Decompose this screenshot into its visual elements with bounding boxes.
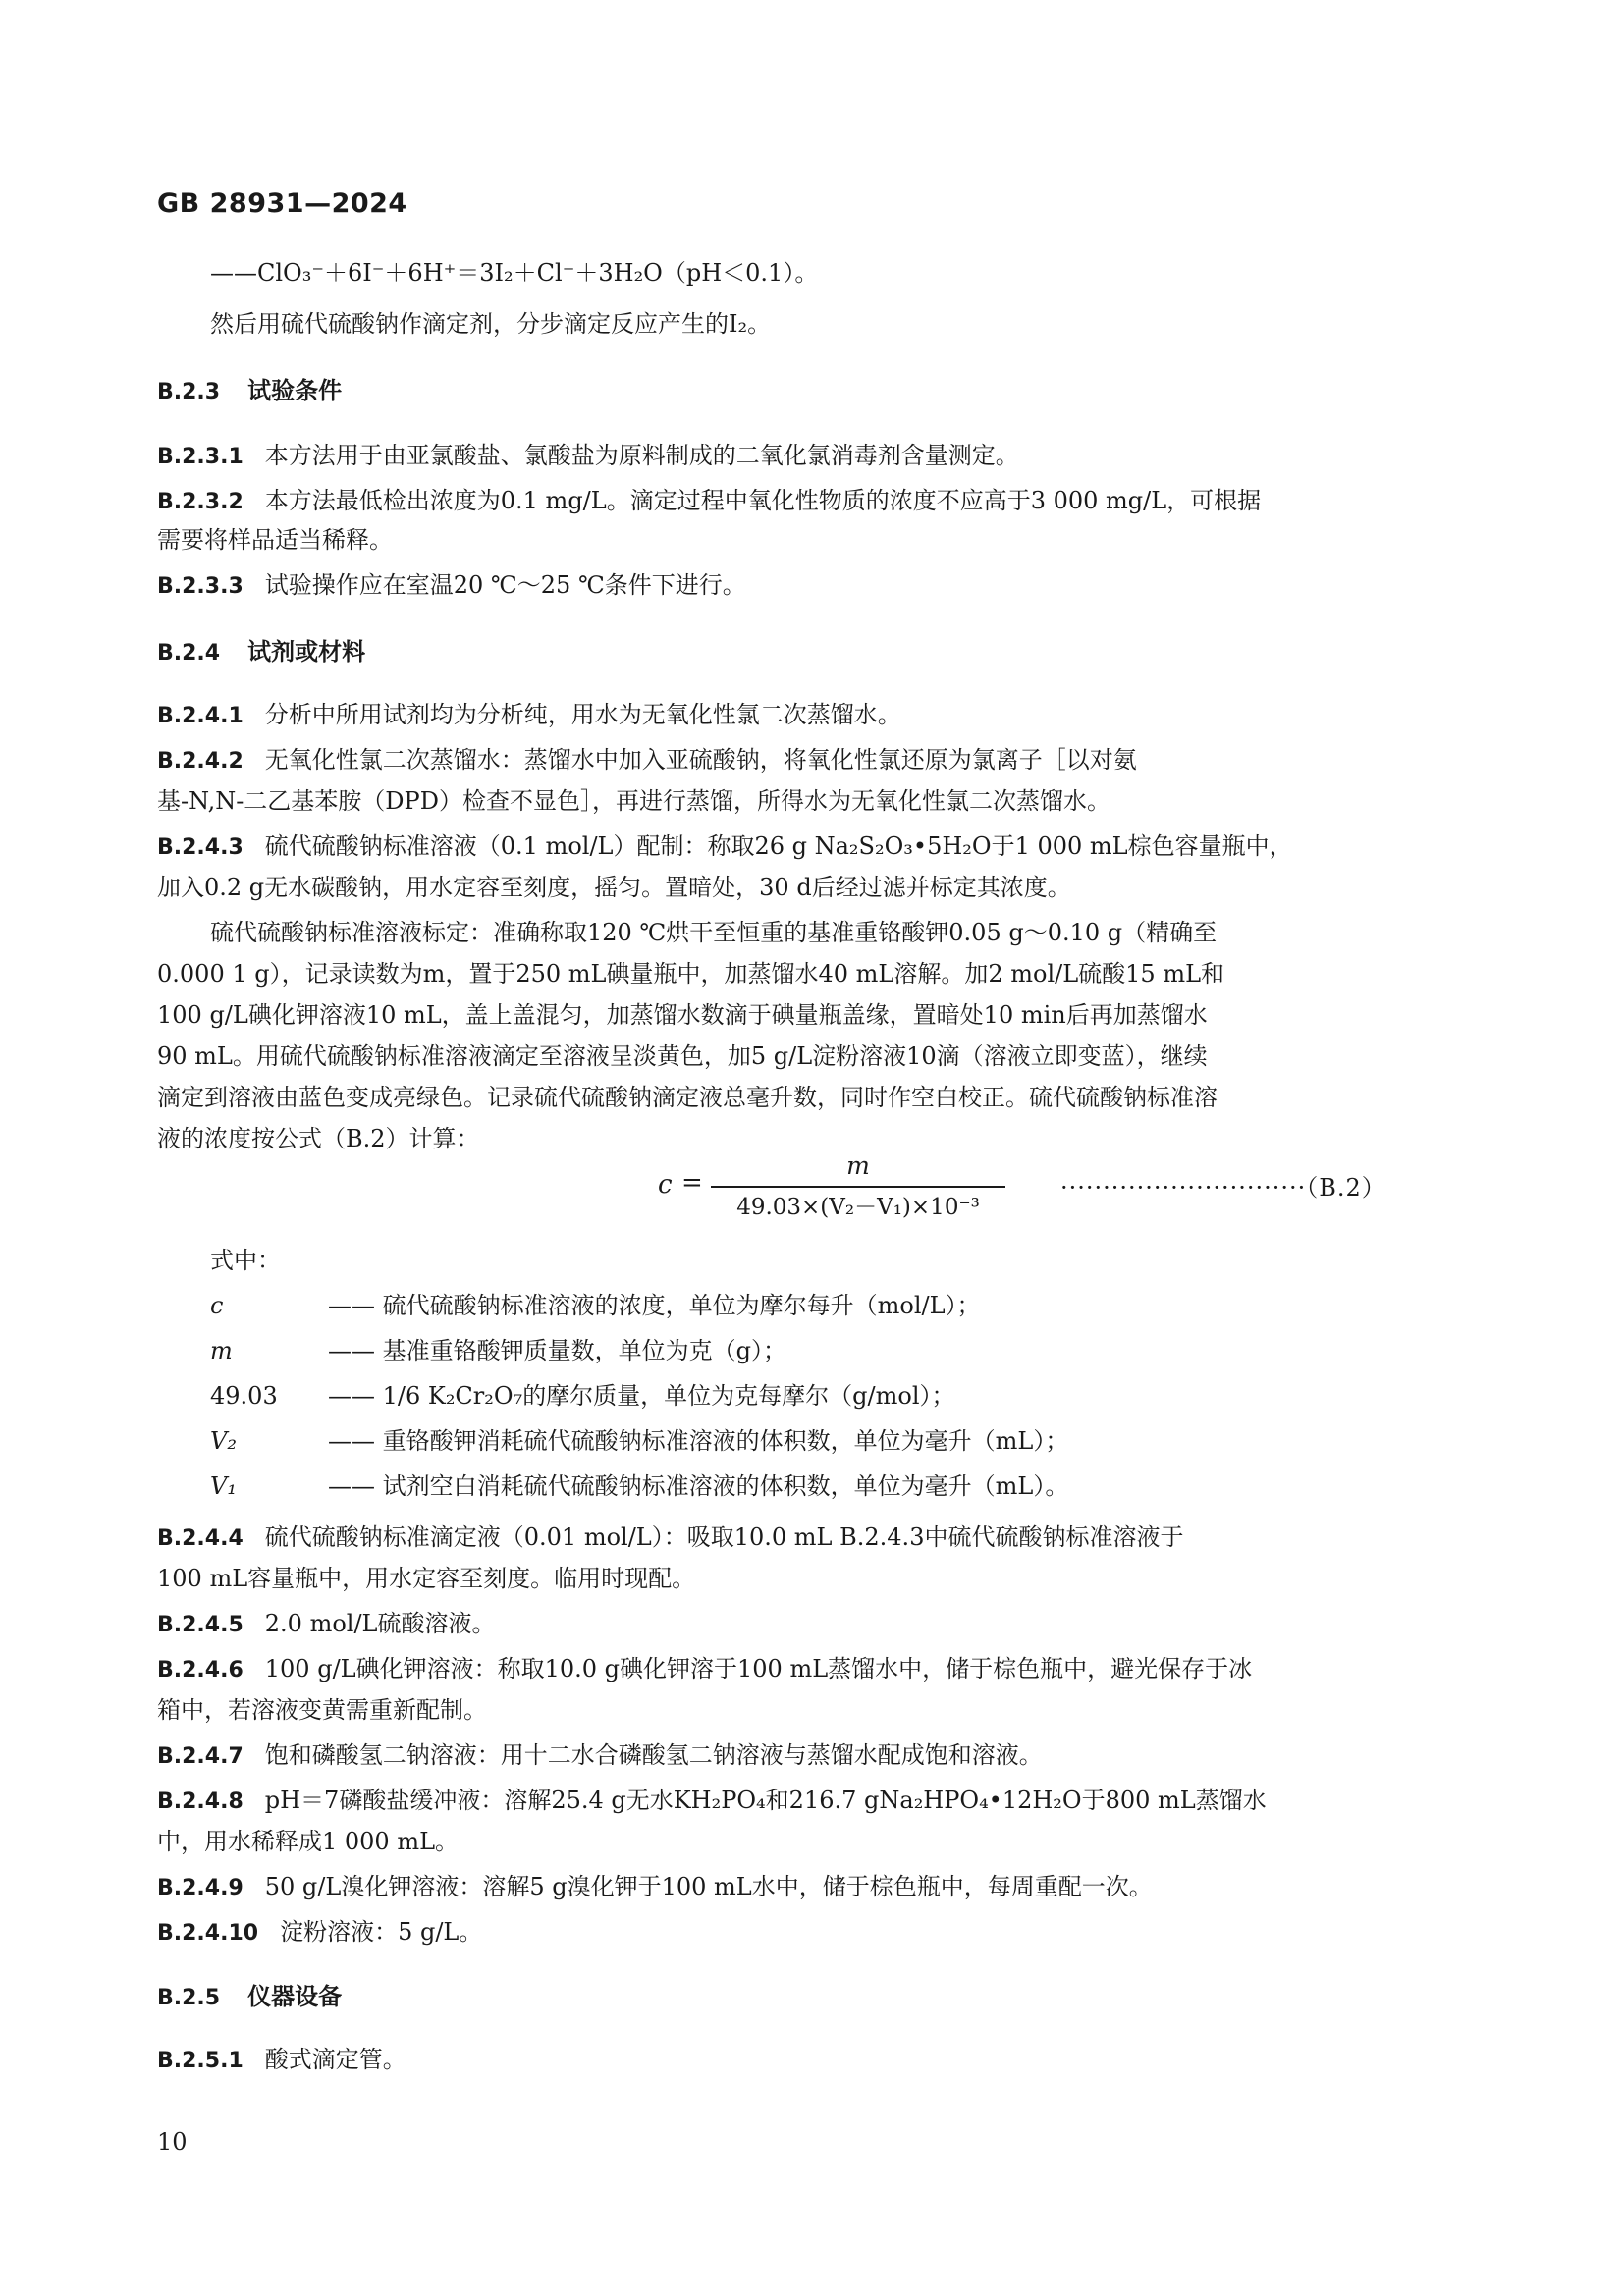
clause-b246-cont: 箱中，若溶液变黄需重新配制。 [157, 1696, 487, 1724]
page-number: 10 [157, 2128, 188, 2156]
definition-v1: V₁ —— 试剂空白消耗硫代硫酸钠标准溶液的体积数，单位为毫升（mL）。 [210, 1472, 1069, 1500]
titration-note: 然后用硫代硫酸钠作滴定剂，分步滴定反应产生的I₂。 [210, 310, 772, 338]
clause-b248-cont: 中，用水稀释成1 000 mL。 [157, 1828, 460, 1855]
clause-b242-cont: 基-N,N-二乙基苯胺（DPD）检查不显色］，再进行蒸馏，所得水为无氧化性氯二次蒸馏水。 [157, 787, 1110, 815]
clause-b231: B.2.3.1 本方法用于由亚氯酸盐、氯酸盐为原料制成的二氧化氯消毒剂含量测定。 [157, 442, 1019, 469]
definition-molar-mass: 49.03 —— 1/6 K₂Cr₂O₇的摩尔质量，单位为克每摩尔（g/mol）； [210, 1382, 955, 1410]
clause-b245: B.2.4.5 2.0 mol/L硫酸溶液。 [157, 1610, 496, 1637]
clause-b249: B.2.4.9 50 g/L溴化钾溶液：溶解5 g溴化钾于100 mL水中，储于棕色瓶中，每周重配一次。 [157, 1873, 1153, 1900]
formula-leader: ·····························（B.2） [1060, 1174, 1386, 1201]
clause-b232: B.2.3.2 本方法最低检出浓度为0.1 mg/L。滴定过程中氧化性物质的浓度不应高于3 000 mg/L，可根据 [157, 487, 1262, 514]
clause-b2410: B.2.4.10 淀粉溶液：5 g/L。 [157, 1918, 483, 1946]
formula-lhs: c [658, 1170, 673, 1200]
standardization-line-5: 滴定到溶液由蓝色变成亮绿色。记录硫代硫酸钠滴定液总毫升数，同时作空白校正。硫代硫酸钠标准溶 [157, 1084, 1218, 1111]
where-label: 式中： [210, 1247, 281, 1274]
standardization-line-6: 液的浓度按公式（B.2）计算： [157, 1125, 480, 1152]
standardization-line-4: 90 mL。用硫代硫酸钠标准溶液滴定至溶液呈淡黄色，加5 g/L淀粉溶液10滴（溶液立即变蓝），继续 [157, 1042, 1208, 1070]
clause-b251: B.2.5.1 酸式滴定管。 [157, 2046, 406, 2073]
definition-v2: V₂ —— 重铬酸钾消耗硫代硫酸钠标准溶液的体积数，单位为毫升（mL）； [210, 1427, 1069, 1455]
clause-b241: B.2.4.1 分析中所用试剂均为分析纯，用水为无氧化性氯二次蒸馏水。 [157, 701, 901, 728]
standardization-line-1: 硫代硫酸钠标准溶液标定：准确称取120 ℃烘干至恒重的基准重铬酸钾0.05 g～0.10 g（精确至 [210, 919, 1218, 946]
definition-m: m —— 基准重铬酸钾质量数，单位为克（g）； [210, 1337, 786, 1364]
formula-numerator: m [846, 1151, 870, 1180]
fraction-bar [711, 1186, 1005, 1188]
reaction-equation: ——ClO₃⁻＋6I⁻＋6H⁺＝3I₂＋Cl⁻＋3H₂O（pH＜0.1）。 [210, 259, 819, 287]
section-heading-b23: B.2.3 试验条件 [157, 377, 343, 404]
clause-b243: B.2.4.3 硫代硫酸钠标准溶液（0.1 mol/L）配制：称取26 g Na₂S₂O₃•5H₂O于1 000 mL棕色容量瓶中， [157, 832, 1293, 860]
standard-code: GB 28931—2024 [157, 188, 407, 219]
formula-denominator: 49.03×(V₂－V₁)×10⁻³ [736, 1195, 980, 1220]
formula-fraction [711, 1148, 1005, 1225]
definition-c: c —— 硫代硫酸钠标准溶液的浓度，单位为摩尔每升（mol/L）； [210, 1292, 981, 1319]
formula-equals: = [681, 1168, 703, 1198]
clause-b244-cont: 100 mL容量瓶中，用水定容至刻度。临用时现配。 [157, 1565, 696, 1592]
standardization-line-3: 100 g/L碘化钾溶液10 mL，盖上盖混匀，加蒸馏水数滴于碘量瓶盖缘，置暗处10 min后再加蒸馏水 [157, 1001, 1208, 1029]
section-heading-b25: B.2.5 仪器设备 [157, 1983, 343, 2010]
clause-b247: B.2.4.7 饱和磷酸氢二钠溶液：用十二水合磷酸氢二钠溶液与蒸馏水配成饱和溶液。 [157, 1741, 1043, 1769]
clause-b242: B.2.4.2 无氧化性氯二次蒸馏水：蒸馏水中加入亚硫酸钠，将氧化性氯还原为氯离子［以对氨 [157, 746, 1137, 774]
clause-b243-cont: 加入0.2 g无水碳酸钠，用水定容至刻度，摇匀。置暗处，30 d后经过滤并标定其浓度。 [157, 874, 1071, 901]
clause-b233: B.2.3.3 试验操作应在室温20 ℃～25 ℃条件下进行。 [157, 571, 746, 599]
formula-b2 [648, 1148, 1434, 1227]
clause-b246: B.2.4.6 100 g/L碘化钾溶液：称取10.0 g碘化钾溶于100 mL蒸馏水中，储于棕色瓶中，避光保存于冰 [157, 1655, 1253, 1682]
clause-b232-cont: 需要将样品适当稀释。 [157, 526, 393, 554]
standardization-line-2: 0.000 1 g），记录读数为m，置于250 mL碘量瓶中，加蒸馏水40 mL溶解。加2 mol/L硫酸15 mL和 [157, 960, 1225, 988]
formula-label: （B.2） [1306, 1174, 1386, 1201]
clause-b244: B.2.4.4 硫代硫酸钠标准滴定液（0.01 mol/L）：吸取10.0 mL B.2.4.3中硫代硫酸钠标准溶液于 [157, 1523, 1184, 1551]
clause-b248: B.2.4.8 pH＝7磷酸盐缓冲液：溶解25.4 g无水KH₂PO₄和216.7 gNa₂HPO₄•12H₂O于800 mL蒸馏水 [157, 1787, 1267, 1814]
section-heading-b24: B.2.4 试剂或材料 [157, 638, 366, 666]
